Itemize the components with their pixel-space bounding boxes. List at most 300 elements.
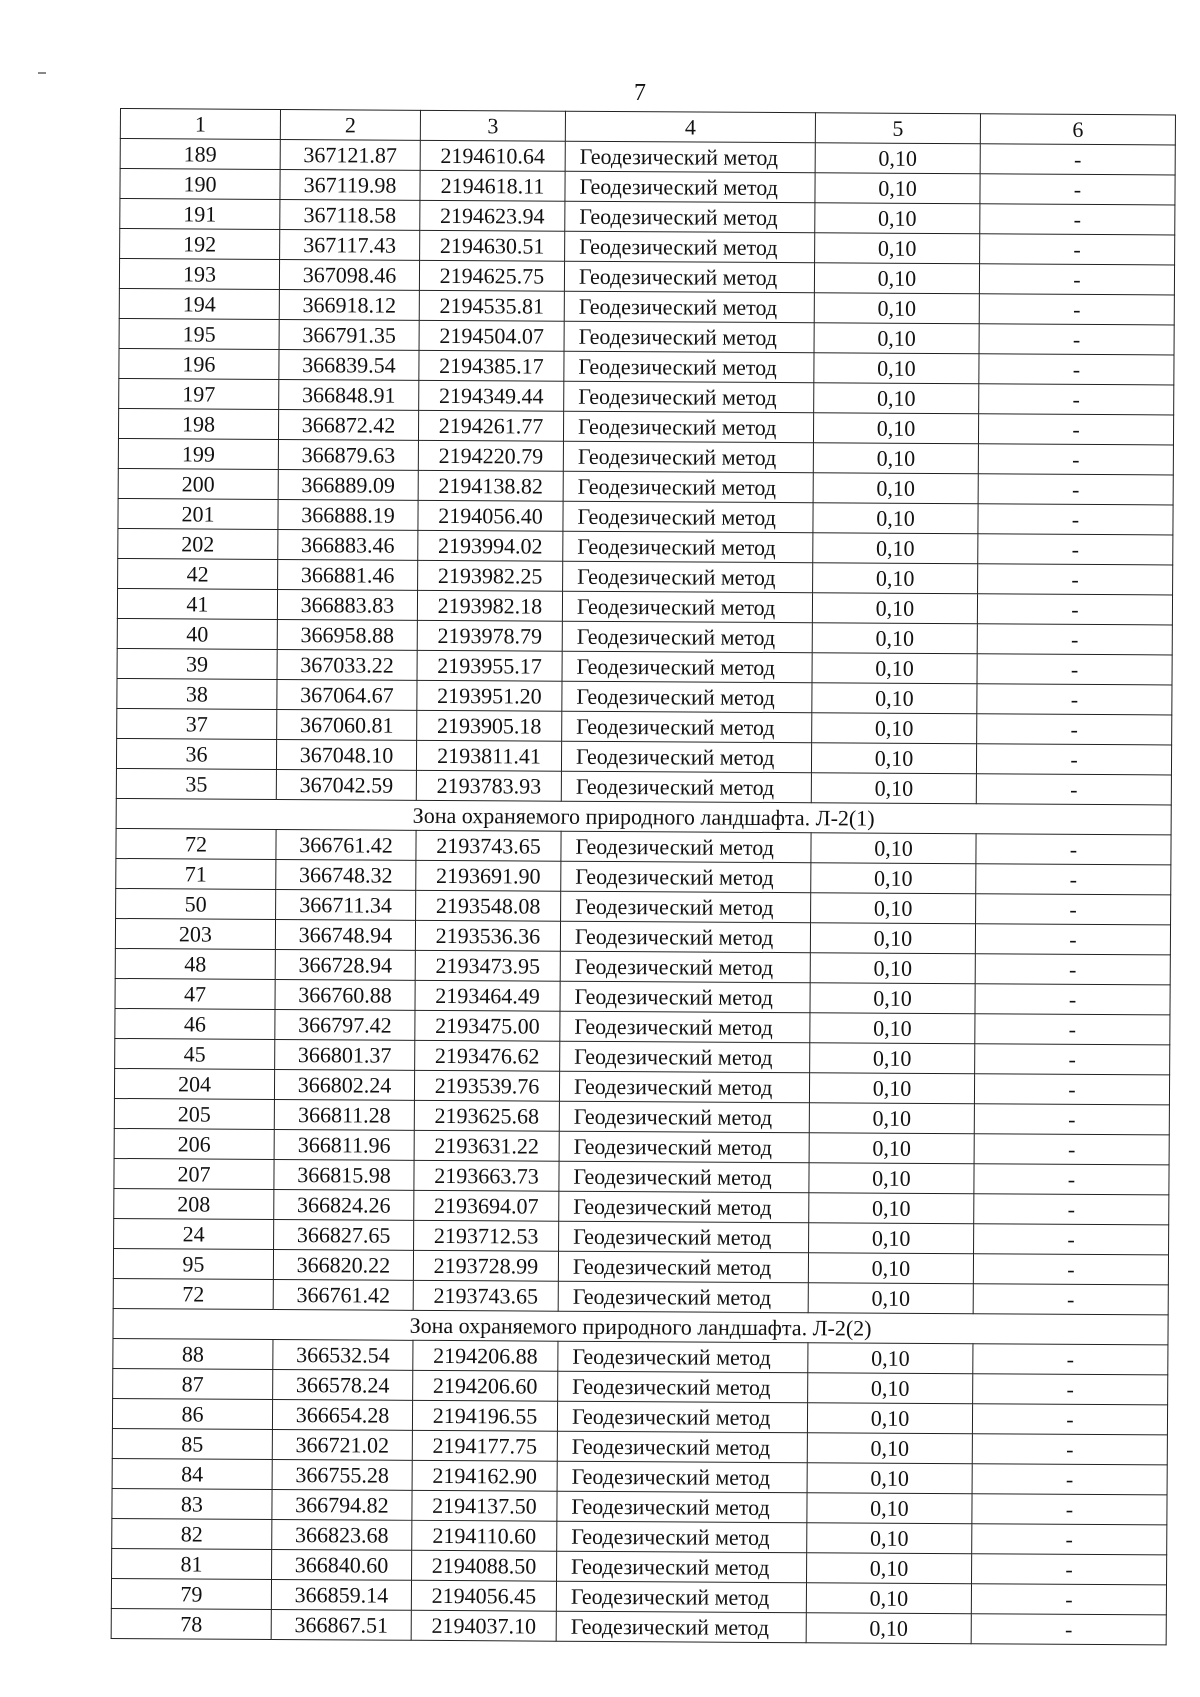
accuracy-cell: 0,10 [809,1223,974,1254]
y-coordinate-cell: 2193982.18 [417,590,562,621]
y-coordinate-cell: 2193536.36 [415,920,560,951]
accuracy-cell: 0,10 [815,233,980,264]
point-number-cell: 87 [113,1368,273,1399]
header-cell-col2: 2 [280,109,420,140]
note-cell: - [972,1554,1167,1585]
note-cell: - [979,324,1174,355]
x-coordinate-cell: 366811.28 [274,1099,414,1130]
point-number-cell: 198 [118,408,278,439]
method-cell: Геодезический метод [564,291,814,323]
method-cell: Геодезический метод [560,951,810,983]
x-coordinate-cell: 367117.43 [280,229,420,260]
page-number: 7 [634,80,646,106]
y-coordinate-cell: 2194349.44 [419,380,564,411]
y-coordinate-cell: 2193691.90 [416,860,561,891]
x-coordinate-cell: 366867.51 [271,1609,411,1640]
accuracy-cell: 0,10 [810,923,975,954]
header-cell-col5: 5 [815,113,980,144]
accuracy-cell: 0,10 [806,1583,971,1614]
accuracy-cell: 0,10 [807,1523,972,1554]
accuracy-cell: 0,10 [811,893,976,924]
accuracy-cell: 0,10 [814,383,979,414]
accuracy-cell: 0,10 [814,293,979,324]
x-coordinate-cell: 366532.54 [273,1339,413,1370]
note-cell: - [979,384,1174,415]
point-number-cell: 95 [113,1248,273,1279]
accuracy-cell: 0,10 [813,533,978,564]
accuracy-cell: 0,10 [814,323,979,354]
y-coordinate-cell: 2193539.76 [414,1070,559,1101]
note-cell: - [977,624,1172,655]
y-coordinate-cell: 2194037.10 [411,1610,556,1641]
method-cell: Геодезический метод [557,1431,807,1463]
x-coordinate-cell: 366797.42 [275,1009,415,1040]
point-number-cell: 202 [118,528,278,559]
method-cell: Геодезический метод [565,141,815,173]
y-coordinate-cell: 2193743.65 [416,830,561,861]
point-number-cell: 24 [114,1218,274,1249]
accuracy-cell: 0,10 [811,773,976,804]
point-number-cell: 71 [116,858,276,889]
y-coordinate-cell: 2193694.07 [414,1190,559,1221]
method-cell: Геодезический метод [557,1521,807,1553]
x-coordinate-cell: 366827.65 [274,1219,414,1250]
accuracy-cell: 0,10 [807,1493,972,1524]
point-number-cell: 86 [112,1398,272,1429]
note-cell: - [978,474,1173,505]
method-cell: Геодезический метод [562,711,812,743]
accuracy-cell: 0,10 [813,503,978,534]
note-cell: - [978,564,1173,595]
method-cell: Геодезический метод [565,201,815,233]
point-number-cell: 41 [117,588,277,619]
accuracy-cell: 0,10 [812,653,977,684]
y-coordinate-cell: 2193811.41 [416,740,561,771]
point-number-cell: 200 [118,468,278,499]
y-coordinate-cell: 2194137.50 [412,1490,557,1521]
x-coordinate-cell: 366872.42 [278,409,418,440]
note-cell: - [980,204,1175,235]
table-body [111,139,1175,1645]
method-cell: Геодезический метод [562,591,812,623]
method-cell: Геодезический метод [558,1371,808,1403]
x-coordinate-cell: 366889.09 [278,469,418,500]
point-number-cell: 84 [112,1458,272,1489]
note-cell: - [979,294,1174,325]
note-cell: - [978,534,1173,565]
point-number-cell: 207 [114,1158,274,1189]
accuracy-cell: 0,10 [808,1253,973,1284]
x-coordinate-cell: 366711.34 [276,889,416,920]
note-cell: - [972,1464,1167,1495]
y-coordinate-cell: 2193728.99 [413,1250,558,1281]
x-coordinate-cell: 366840.60 [272,1549,412,1580]
accuracy-cell: 0,10 [810,953,975,984]
point-number-cell: 196 [119,348,279,379]
accuracy-cell: 0,10 [813,563,978,594]
note-cell: - [973,1374,1168,1405]
accuracy-cell: 0,10 [812,683,977,714]
note-cell: - [977,684,1172,715]
method-cell: Геодезический метод [561,891,811,923]
x-coordinate-cell: 366824.26 [274,1189,414,1220]
x-coordinate-cell: 366918.12 [279,289,419,320]
x-coordinate-cell: 367118.58 [280,199,420,230]
note-cell: - [974,1224,1169,1255]
x-coordinate-cell: 367048.10 [276,739,416,770]
accuracy-cell: 0,10 [811,863,976,894]
header-cell-col1: 1 [120,109,280,140]
x-coordinate-cell: 366721.02 [272,1429,412,1460]
method-cell: Геодезический метод [556,1611,806,1643]
x-coordinate-cell: 367119.98 [280,169,420,200]
x-coordinate-cell: 366958.88 [277,619,417,650]
point-number-cell: 81 [112,1548,272,1579]
accuracy-cell: 0,10 [809,1073,974,1104]
x-coordinate-cell: 366820.22 [273,1249,413,1280]
note-cell: - [976,834,1171,865]
header-cell-col4: 4 [565,111,815,143]
note-cell: - [978,504,1173,535]
y-coordinate-cell: 2193475.00 [415,1010,560,1041]
accuracy-cell: 0,10 [811,743,976,774]
accuracy-cell: 0,10 [813,443,978,474]
point-number-cell: 195 [119,318,279,349]
accuracy-cell: 0,10 [815,173,980,204]
x-coordinate-cell: 366839.54 [279,349,419,380]
method-cell: Геодезический метод [562,621,812,653]
accuracy-cell: 0,10 [814,353,979,384]
point-number-cell: 194 [119,288,279,319]
accuracy-cell: 0,10 [812,593,977,624]
note-cell: - [973,1284,1168,1315]
x-coordinate-cell: 367042.59 [276,769,416,800]
point-number-cell: 39 [117,648,277,679]
y-coordinate-cell: 2194206.60 [413,1370,558,1401]
accuracy-cell: 0,10 [809,1103,974,1134]
method-cell: Геодезический метод [564,351,814,383]
x-coordinate-cell: 366578.24 [273,1369,413,1400]
y-coordinate-cell: 2194110.60 [412,1520,557,1551]
y-coordinate-cell: 2193743.65 [413,1280,558,1311]
point-number-cell: 78 [111,1608,271,1639]
method-cell: Геодезический метод [563,561,813,593]
point-number-cell: 201 [118,498,278,529]
point-number-cell: 46 [115,1008,275,1039]
accuracy-cell: 0,10 [813,473,978,504]
accuracy-cell: 0,10 [807,1553,972,1584]
point-number-cell: 205 [114,1098,274,1129]
x-coordinate-cell: 366848.91 [279,379,419,410]
note-cell: - [973,1344,1168,1375]
point-number-cell: 40 [117,618,277,649]
point-number-cell: 47 [115,978,275,1009]
note-cell: - [974,1104,1169,1135]
x-coordinate-cell: 366761.42 [273,1279,413,1310]
method-cell: Геодезический метод [561,741,811,773]
note-cell: - [976,894,1171,925]
y-coordinate-cell: 2194138.82 [418,470,563,501]
y-coordinate-cell: 2193476.62 [415,1040,560,1071]
y-coordinate-cell: 2194623.94 [420,200,565,231]
y-coordinate-cell: 2193951.20 [417,680,562,711]
y-coordinate-cell: 2193783.93 [416,770,561,801]
y-coordinate-cell: 2194177.75 [412,1430,557,1461]
method-cell: Геодезический метод [560,1011,810,1043]
point-number-cell: 82 [112,1518,272,1549]
accuracy-cell: 0,10 [812,623,977,654]
point-number-cell: 79 [111,1578,271,1609]
note-cell: - [975,1014,1170,1045]
y-coordinate-cell: 2193663.73 [414,1160,559,1191]
y-coordinate-cell: 2193464.49 [415,980,560,1011]
y-coordinate-cell: 2193978.79 [417,620,562,651]
point-number-cell: 189 [120,139,280,170]
accuracy-cell: 0,10 [808,1373,973,1404]
y-coordinate-cell: 2193905.18 [417,710,562,741]
note-cell: - [972,1404,1167,1435]
accuracy-cell: 0,10 [810,983,975,1014]
note-cell: - [976,864,1171,895]
point-number-cell: 191 [120,199,280,230]
note-cell: - [977,654,1172,685]
point-number-cell: 85 [112,1428,272,1459]
x-coordinate-cell: 366859.14 [271,1579,411,1610]
x-coordinate-cell: 366755.28 [272,1459,412,1490]
method-cell: Геодезический метод [561,861,811,893]
y-coordinate-cell: 2193548.08 [416,890,561,921]
point-number-cell: 35 [116,768,276,799]
point-number-cell: 72 [116,828,276,859]
accuracy-cell: 0,10 [808,1283,973,1314]
y-coordinate-cell: 2194056.40 [418,500,563,531]
method-cell: Геодезический метод [563,501,813,533]
note-cell: - [972,1434,1167,1465]
point-number-cell: 193 [119,259,279,290]
y-coordinate-cell: 2194630.51 [420,230,565,261]
x-coordinate-cell: 367064.67 [277,679,417,710]
point-number-cell: 38 [117,678,277,709]
x-coordinate-cell: 366883.83 [277,589,417,620]
y-coordinate-cell: 2194618.11 [420,170,565,201]
y-coordinate-cell: 2193712.53 [414,1220,559,1251]
x-coordinate-cell: 366823.68 [272,1519,412,1550]
y-coordinate-cell: 2194610.64 [420,140,565,171]
point-number-cell: 203 [115,918,275,949]
method-cell: Геодезический метод [559,1131,809,1163]
note-cell: - [972,1494,1167,1525]
y-coordinate-cell: 2193625.68 [414,1100,559,1131]
point-number-cell: 37 [117,708,277,739]
method-cell: Геодезический метод [564,381,814,413]
note-cell: - [979,354,1174,385]
scan-artifact-mark [38,72,46,74]
method-cell: Геодезический метод [560,981,810,1013]
y-coordinate-cell: 2194056.45 [411,1580,556,1611]
accuracy-cell: 0,10 [807,1403,972,1434]
method-cell: Геодезический метод [559,1191,809,1223]
method-cell: Геодезический метод [565,171,815,203]
point-number-cell: 36 [116,738,276,769]
point-number-cell: 199 [118,438,278,469]
x-coordinate-cell: 366794.82 [272,1489,412,1520]
accuracy-cell: 0,10 [812,713,977,744]
point-number-cell: 45 [115,1038,275,1069]
x-coordinate-cell: 366801.37 [275,1039,415,1070]
x-coordinate-cell: 366883.46 [278,529,418,560]
point-number-cell: 206 [114,1128,274,1159]
note-cell: - [980,234,1175,265]
y-coordinate-cell: 2194504.07 [419,320,564,351]
point-number-cell: 88 [113,1338,273,1369]
method-cell: Геодезический метод [559,1161,809,1193]
y-coordinate-cell: 2194625.75 [419,260,564,291]
coordinates-table [111,108,1176,1645]
y-coordinate-cell: 2194535.81 [419,290,564,321]
x-coordinate-cell: 366815.98 [274,1159,414,1190]
accuracy-cell: 0,10 [814,263,979,294]
method-cell: Геодезический метод [564,261,814,293]
point-number-cell: 83 [112,1488,272,1519]
note-cell: - [976,774,1171,805]
point-number-cell: 204 [114,1068,274,1099]
method-cell: Геодезический метод [563,441,813,473]
accuracy-cell: 0,10 [810,1043,975,1074]
table-row [111,1608,1166,1644]
point-number-cell: 48 [115,948,275,979]
point-number-cell: 190 [120,169,280,200]
accuracy-cell: 0,10 [810,1013,975,1044]
y-coordinate-cell: 2194261.77 [418,410,563,441]
x-coordinate-cell: 366811.96 [274,1129,414,1160]
method-cell: Геодезический метод [559,1101,809,1133]
x-coordinate-cell: 367033.22 [277,649,417,680]
accuracy-cell: 0,10 [806,1613,971,1644]
note-cell: - [974,1194,1169,1225]
x-coordinate-cell: 366879.63 [278,439,418,470]
y-coordinate-cell: 2194162.90 [412,1460,557,1491]
method-cell: Геодезический метод [563,531,813,563]
method-cell: Геодезический метод [561,771,811,803]
method-cell: Геодезический метод [564,321,814,353]
x-coordinate-cell: 366748.94 [275,919,415,950]
point-number-cell: 50 [116,888,276,919]
section-title: Зона охраняемого природного ландшафта. Л-2(1) [116,798,1171,834]
note-cell: - [975,924,1170,955]
method-cell: Геодезический метод [560,1041,810,1073]
note-cell: - [975,984,1170,1015]
accuracy-cell: 0,10 [811,833,976,864]
header-cell-col3: 3 [420,110,565,141]
y-coordinate-cell: 2193955.17 [417,650,562,681]
method-cell: Геодезический метод [563,411,813,443]
method-cell: Геодезический метод [560,921,810,953]
method-cell: Геодезический метод [562,651,812,683]
method-cell: Геодезический метод [559,1071,809,1103]
method-cell: Геодезический метод [556,1581,806,1613]
method-cell: Геодезический метод [565,231,815,263]
accuracy-cell: 0,10 [807,1433,972,1464]
note-cell: - [975,1044,1170,1075]
method-cell: Геодезический метод [558,1341,808,1373]
y-coordinate-cell: 2194088.50 [412,1550,557,1581]
note-cell: - [980,174,1175,205]
accuracy-cell: 0,10 [807,1463,972,1494]
note-cell: - [977,714,1172,745]
accuracy-cell: 0,10 [813,413,978,444]
method-cell: Геодезический метод [557,1401,807,1433]
point-number-cell: 192 [120,229,280,260]
y-coordinate-cell: 2193994.02 [418,530,563,561]
note-cell: - [973,1254,1168,1285]
x-coordinate-cell: 367121.87 [280,139,420,170]
x-coordinate-cell: 366791.35 [279,319,419,350]
point-number-cell: 72 [113,1278,273,1309]
method-cell: Геодезический метод [557,1491,807,1523]
note-cell: - [978,414,1173,445]
note-cell: - [975,954,1170,985]
method-cell: Геодезический метод [563,471,813,503]
note-cell: - [976,744,1171,775]
y-coordinate-cell: 2194220.79 [418,440,563,471]
note-cell: - [979,264,1174,295]
accuracy-cell: 0,10 [809,1133,974,1164]
x-coordinate-cell: 366654.28 [272,1399,412,1430]
method-cell: Геодезический метод [558,1281,808,1313]
y-coordinate-cell: 2193982.25 [418,560,563,591]
accuracy-cell: 0,10 [815,143,980,174]
y-coordinate-cell: 2194385.17 [419,350,564,381]
method-cell: Геодезический метод [561,831,811,863]
method-cell: Геодезический метод [562,681,812,713]
accuracy-cell: 0,10 [815,203,980,234]
header-cell-col6: 6 [980,114,1175,145]
note-cell: - [974,1164,1169,1195]
x-coordinate-cell: 366761.42 [276,829,416,860]
point-number-cell: 208 [114,1188,274,1219]
point-number-cell: 42 [118,558,278,589]
y-coordinate-cell: 2194206.88 [413,1340,558,1371]
note-cell: - [974,1134,1169,1165]
y-coordinate-cell: 2193631.22 [414,1130,559,1161]
note-cell: - [972,1524,1167,1555]
x-coordinate-cell: 367060.81 [277,709,417,740]
point-number-cell: 197 [119,378,279,409]
method-cell: Геодезический метод [559,1221,809,1253]
note-cell: - [977,594,1172,625]
method-cell: Геодезический метод [558,1251,808,1283]
note-cell: - [971,1584,1166,1615]
accuracy-cell: 0,10 [809,1193,974,1224]
note-cell: - [971,1614,1166,1645]
section-title: Зона охраняемого природного ландшафта. Л-2(2) [113,1308,1168,1344]
coordinates-table-container [111,108,1175,1645]
accuracy-cell: 0,10 [808,1343,973,1374]
method-cell: Геодезический метод [557,1551,807,1583]
x-coordinate-cell: 366760.88 [275,979,415,1010]
x-coordinate-cell: 366881.46 [278,559,418,590]
note-cell: - [978,444,1173,475]
x-coordinate-cell: 366888.19 [278,499,418,530]
note-cell: - [980,144,1175,175]
accuracy-cell: 0,10 [809,1163,974,1194]
x-coordinate-cell: 366748.32 [276,859,416,890]
x-coordinate-cell: 366728.94 [275,949,415,980]
method-cell: Геодезический метод [557,1461,807,1493]
x-coordinate-cell: 367098.46 [279,259,419,290]
y-coordinate-cell: 2194196.55 [412,1400,557,1431]
note-cell: - [974,1074,1169,1105]
